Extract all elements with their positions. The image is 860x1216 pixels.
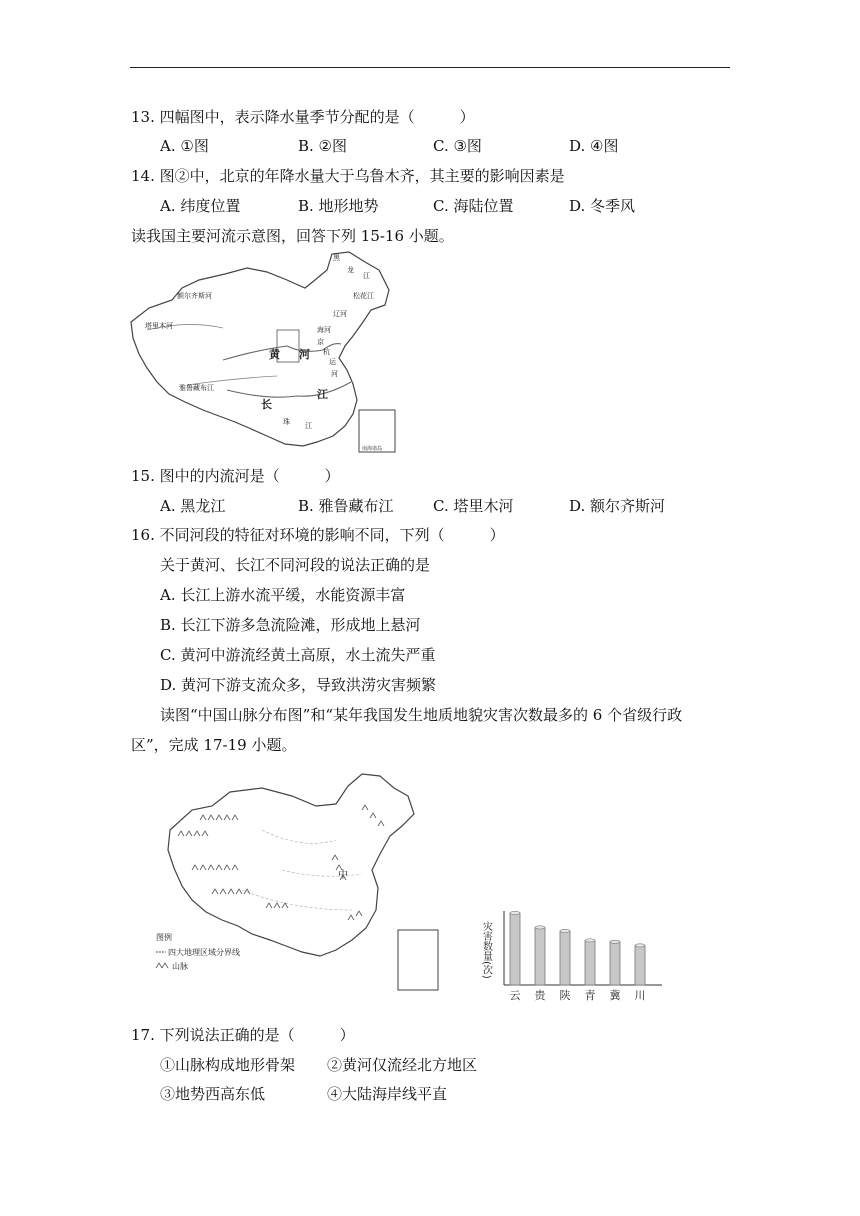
chart-tick-labels — [510, 988, 646, 1002]
q15-option-c[interactable]: C. 塔里木河 — [433, 497, 514, 515]
bar-冀 — [610, 942, 620, 985]
inset-label-nanhai: 南海诸岛 — [362, 446, 383, 452]
canal-label-hang: 杭 — [323, 348, 330, 356]
q13-option-d[interactable]: D. ④图 — [569, 137, 619, 155]
river-label-irtysh: 额尔齐斯河 — [177, 292, 212, 300]
tick-label-青: 青 — [584, 989, 596, 1002]
mountain-map-inset — [398, 930, 438, 990]
river-label-jiang: 江 — [363, 272, 370, 280]
bar-cap-贵 — [535, 926, 545, 929]
bar-云 — [510, 913, 520, 985]
disaster-bar-chart — [478, 905, 668, 1005]
question-16-sub: 关于黄河、长江不同河段的说法正确的是 — [160, 556, 431, 574]
china-outline-river — [131, 252, 389, 446]
tick-label-冀: 冀 — [609, 989, 621, 1002]
chart-y-axis-label: 灾害数量(次) — [480, 921, 492, 979]
bar-cap-川 — [635, 944, 645, 947]
river-label-hei: 黑 — [333, 254, 340, 262]
river-label-zhu: 珠 — [283, 418, 290, 426]
q17-item-2: ②黄河仅流经北方地区 — [327, 1056, 478, 1074]
legend-title: 图例 — [156, 933, 172, 942]
q14-option-d[interactable]: D. 冬季风 — [569, 197, 636, 215]
river-label-huang: 黄 — [269, 348, 280, 361]
intro-17-19-line2: 区”，完成 17-19 小题。 — [131, 736, 297, 754]
legend-boundary: 四大地理区域分界线 — [168, 948, 240, 957]
river-label-liao: 辽河 — [333, 310, 347, 318]
q16-option-d[interactable]: D. 黄河下游支流众多，导致洪涝灾害频繁 — [160, 676, 437, 694]
river-label-chang: 长 — [261, 398, 272, 411]
river-label-chang-jiang: 江 — [317, 388, 328, 401]
canal-label-yun: 运 — [329, 358, 336, 366]
q15-option-d[interactable]: D. 额尔齐斯河 — [569, 497, 666, 515]
question-17-stem: 17. 下列说法正确的是（ ） — [131, 1026, 355, 1044]
legend-mountain-symbol — [156, 963, 168, 968]
intro-17-19-line1: 读图“中国山脉分布图”和“某年我国发生地质地貌灾害次数最多的 6 个省级行政 — [160, 706, 683, 724]
question-14-stem: 14. 图②中，北京的年降水量大于乌鲁木齐，其主要的影响因素是 — [131, 167, 565, 185]
bar-陕 — [560, 931, 570, 985]
river-label-yarlung: 雅鲁藏布江 — [179, 384, 214, 392]
bar-cap-陕 — [560, 929, 570, 932]
question-13-stem: 13. 四幅图中，表示降水量季节分配的是（ ） — [131, 108, 475, 126]
q15-option-b[interactable]: B. 雅鲁藏布江 — [298, 497, 394, 515]
q15-option-a[interactable]: A. 黑龙江 — [160, 497, 226, 515]
river-label-tarim: 塔里木河 — [145, 322, 173, 330]
q16-option-a[interactable]: A. 长江上游水流平缓，水能资源丰富 — [160, 586, 406, 604]
tick-label-云: 云 — [509, 989, 521, 1002]
tick-label-川: 川 — [634, 989, 646, 1002]
china-outline-mountain — [168, 774, 414, 956]
intro-15-16: 读我国主要河流示意图，回答下列 15-16 小题。 — [131, 227, 454, 245]
question-16-stem: 16. 不同河段的特征对环境的影响不同，下列（ ） — [131, 526, 505, 544]
q13-option-a[interactable]: A. ①图 — [160, 137, 209, 155]
bar-cap-云 — [510, 911, 520, 914]
q13-option-b[interactable]: B. ②图 — [298, 137, 348, 155]
q17-item-4: ④大陆海岸线平直 — [327, 1085, 448, 1103]
chart-bars — [510, 911, 645, 985]
q13-option-c[interactable]: C. ③图 — [433, 137, 482, 155]
canal-label-jing: 京 — [317, 338, 324, 346]
river-label-songhua: 松花江 — [353, 292, 374, 300]
bar-贵 — [535, 927, 545, 985]
bar-青 — [585, 940, 595, 985]
map-label-zhong: 中 — [338, 870, 348, 881]
q16-option-b[interactable]: B. 长江下游多急流险滩，形成地上悬河 — [160, 616, 421, 634]
river-map — [127, 250, 399, 458]
river-label-long: 龙 — [347, 266, 354, 274]
q14-option-c[interactable]: C. 海陆位置 — [433, 197, 514, 215]
river-label-zhu-jiang: 江 — [305, 422, 312, 430]
canal-label-he: 河 — [331, 370, 338, 378]
top-rule — [130, 67, 730, 68]
q16-option-c[interactable]: C. 黄河中游流经黄土高原，水土流失严重 — [160, 646, 436, 664]
q14-option-b[interactable]: B. 地形地势 — [298, 197, 379, 215]
bar-cap-青 — [585, 939, 595, 942]
tick-label-贵: 贵 — [534, 989, 546, 1002]
tick-label-陕: 陕 — [559, 989, 571, 1002]
bar-川 — [635, 945, 645, 985]
question-15-stem: 15. 图中的内流河是（ ） — [131, 467, 340, 485]
q17-item-3: ③地势西高东低 — [160, 1085, 266, 1103]
q17-item-1: ①山脉构成地形骨架 — [160, 1056, 296, 1074]
mountain-map — [152, 770, 452, 998]
bar-cap-冀 — [610, 940, 620, 943]
river-label-huang-he: 河 — [299, 348, 310, 361]
legend-mountain: 山脉 — [172, 962, 188, 971]
q14-option-a[interactable]: A. 纬度位置 — [160, 197, 241, 215]
river-label-hai: 海河 — [317, 326, 331, 334]
